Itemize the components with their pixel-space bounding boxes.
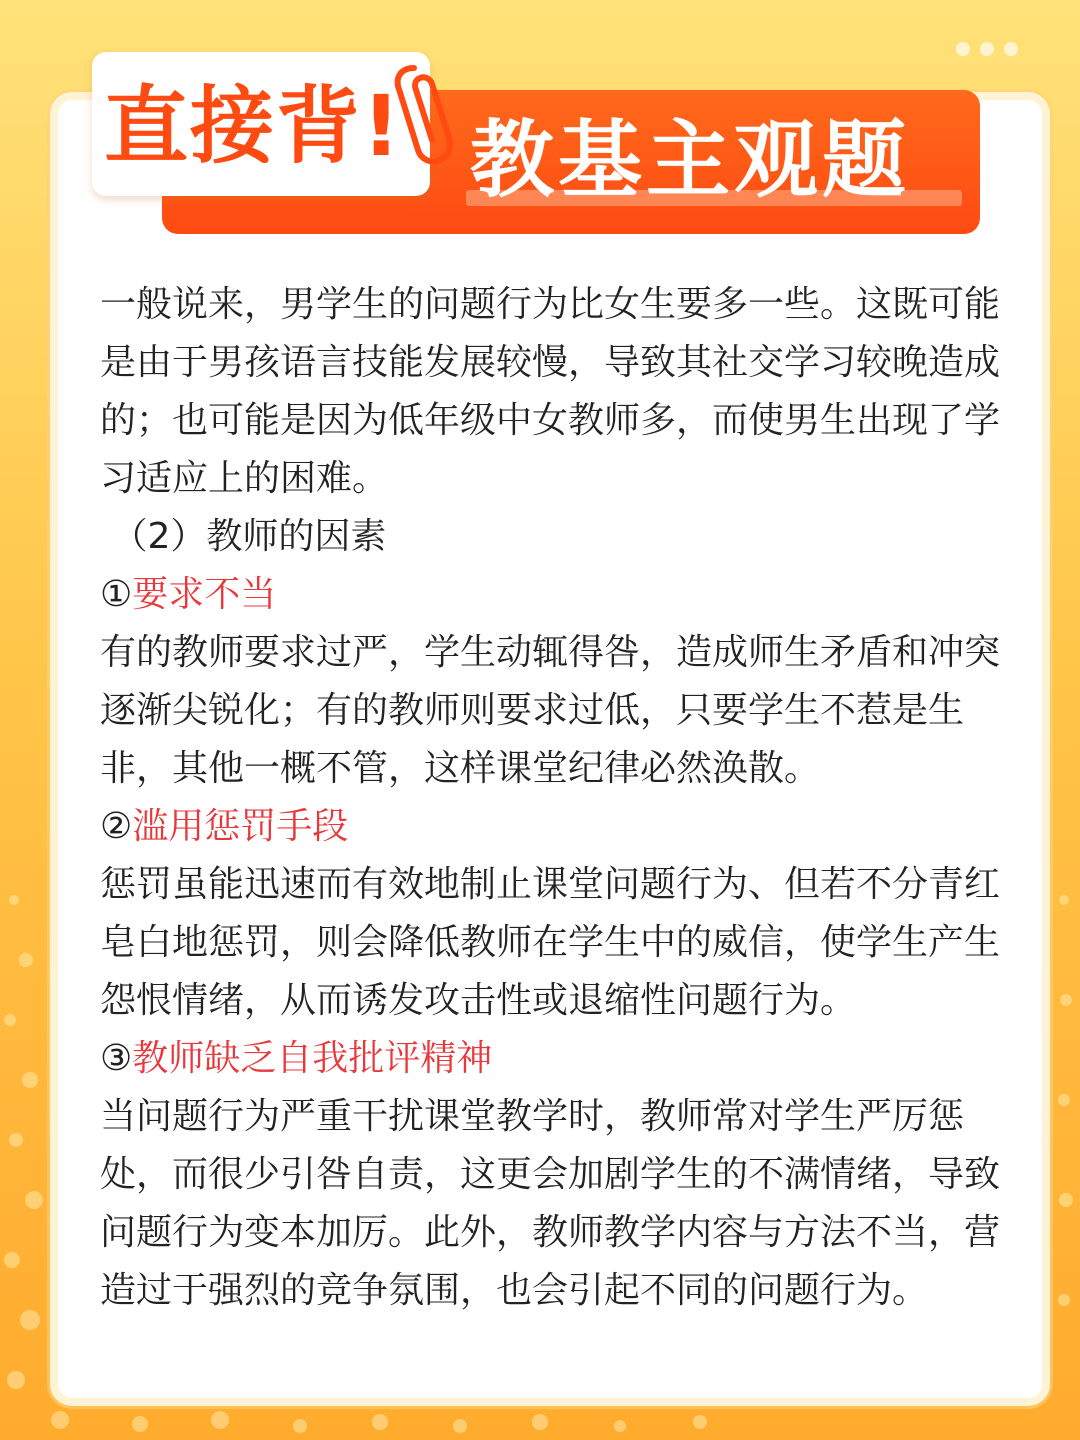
dot [980,42,994,56]
paperclip-icon [384,60,468,170]
item-number: ① [100,574,133,615]
item-heading-text: 滥用惩罚手段 [132,806,349,847]
dot [1004,42,1018,56]
item-number: ③ [100,1038,133,1079]
page-subtitle: 教基主观题 [470,111,911,209]
item-heading [100,566,1000,624]
article-body [100,276,1000,1320]
item-body: 当问题行为严重干扰课堂教学时，教师常对学生严厉惩处，而很少引咎自责，这更会加剧学生的不满情绪，导致问题行为变本加厉。此外，教师教学内容与方法不当，营造过于强烈的竞争氛围，也会引起不同的问题行为。 [100,1096,1001,1311]
dot [956,42,970,56]
item-heading [100,1030,1000,1088]
item-body: 惩罚虽能迅速而有效地制止课堂问题行为、但若不分青红皂白地惩罚，则会降低教师在学生中的威信，使学生产生怨恨情绪，从而诱发攻击性或退缩性问题行为。 [100,864,1001,1021]
item-heading-text: 教师缺乏自我批评精神 [132,1038,493,1079]
item-heading-text: 要求不当 [132,574,277,615]
page-title: 直接背! [104,77,403,175]
intro-paragraph: 一般说来，男学生的问题行为比女生要多一些。这既可能是由于男孩语言技能发展较慢，导致其社交学习较晚造成的；也可能是因为低年级中女教师多，而使男生出现了学习适应上的困难。 [100,284,1001,499]
section-heading: （2）教师的因素 [111,516,387,557]
item-heading [100,798,1000,856]
item-number: ② [100,806,133,847]
item-body: 有的教师要求过严，学生动辄得咎，造成师生矛盾和冲突逐渐尖锐化；有的教师则要求过低，只要学生不惹是生非，其他一概不管，这样课堂纪律必然涣散。 [100,632,1001,789]
three-dots-decoration [956,42,1018,56]
